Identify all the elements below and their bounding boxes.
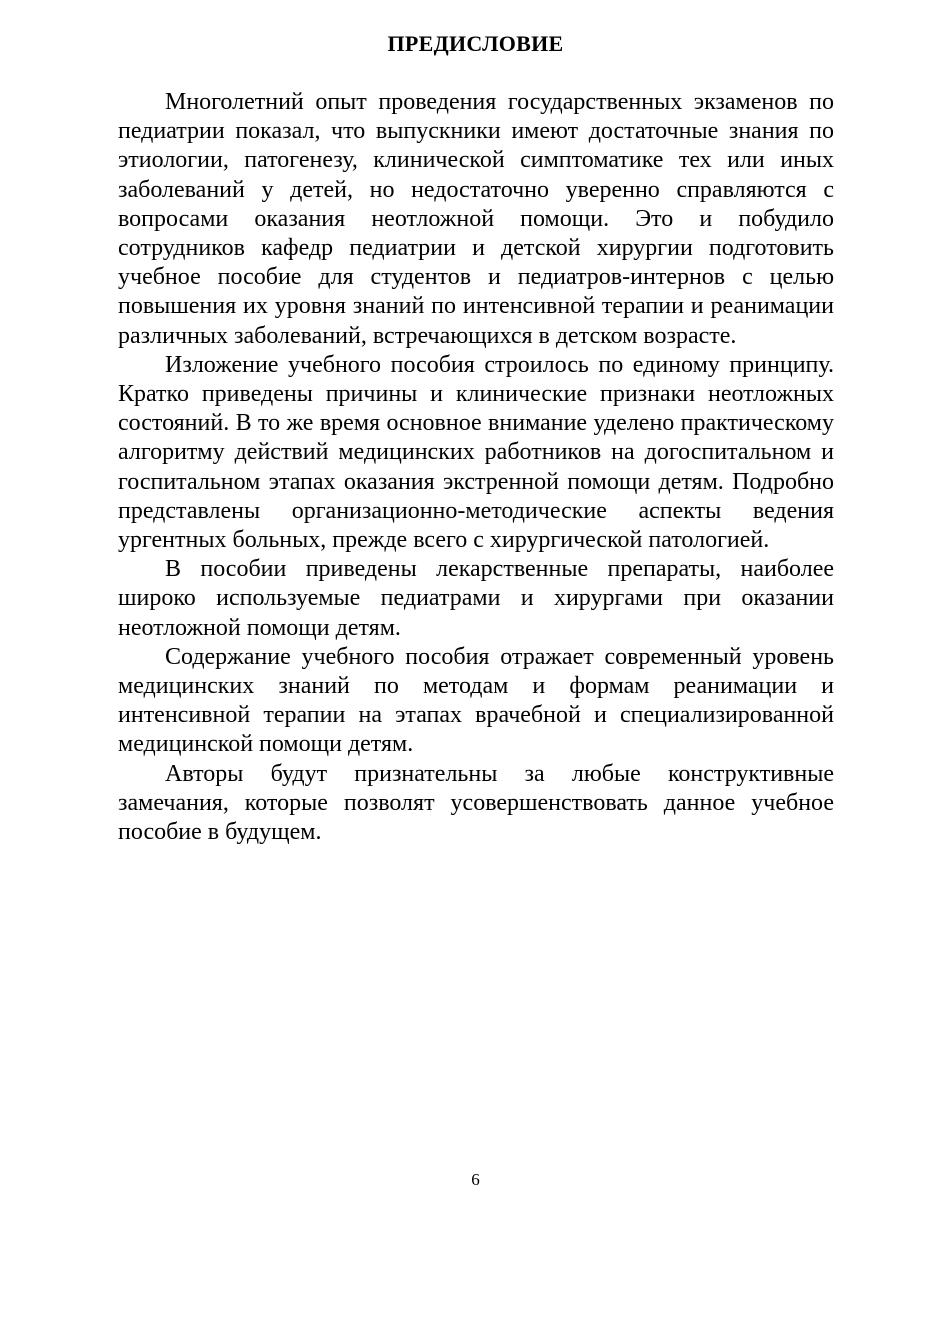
preface-body xyxy=(118,88,834,847)
page-number: 6 xyxy=(471,1170,480,1189)
paragraph-3: В пособии приведены лекарственные препараты, наиболее широко используемые педиатрами и хирургами при оказании неотложной помощи детям. xyxy=(118,556,834,641)
paragraph-2: Изложение учебного пособия строилось по единому принципу. Кратко приведены причины и клинические признаки неотложных состояний. В то же время основное внимание уделено практическому алгоритму действий медицинских работников на догоспитальном и госпитальном этапах оказания экстренной помощи детям. Подробно представлены организационно-методические аспекты ведения ургентных больных, прежде всего с хирургической патологией. xyxy=(118,351,834,554)
paragraph-1: Многолетний опыт проведения государственных экзаменов по педиатрии показал, что выпускники имеют достаточные знания по этиологии, патогенезу, клинической симптоматике тех или иных заболеваний у детей, но недостаточно уверенно справляются с вопросами оказания неотложной помощи. Это и побудило сотрудников кафедр педиатрии и детской хирургии подготовить учебное пособие для студентов и педиатров-интернов с целью повышения их уровня знаний по интенсивной терапии и реанимации различных заболеваний, встречающихся в детском возрасте. xyxy=(118,89,834,349)
paragraph-4: Содержание учебного пособия отражает современный уровень медицинских знаний по методам и формам реанимации и интенсивной терапии на этапах врачебной и специализированной медицинской помощи детям. xyxy=(118,643,834,758)
page-title: ПРЕДИСЛОВИЕ xyxy=(387,31,564,56)
paragraph-5: Авторы будут признательны за любые конструктивные замечания, которые позволят усовершенствовать данное учебное пособие в будущем. xyxy=(118,760,834,846)
